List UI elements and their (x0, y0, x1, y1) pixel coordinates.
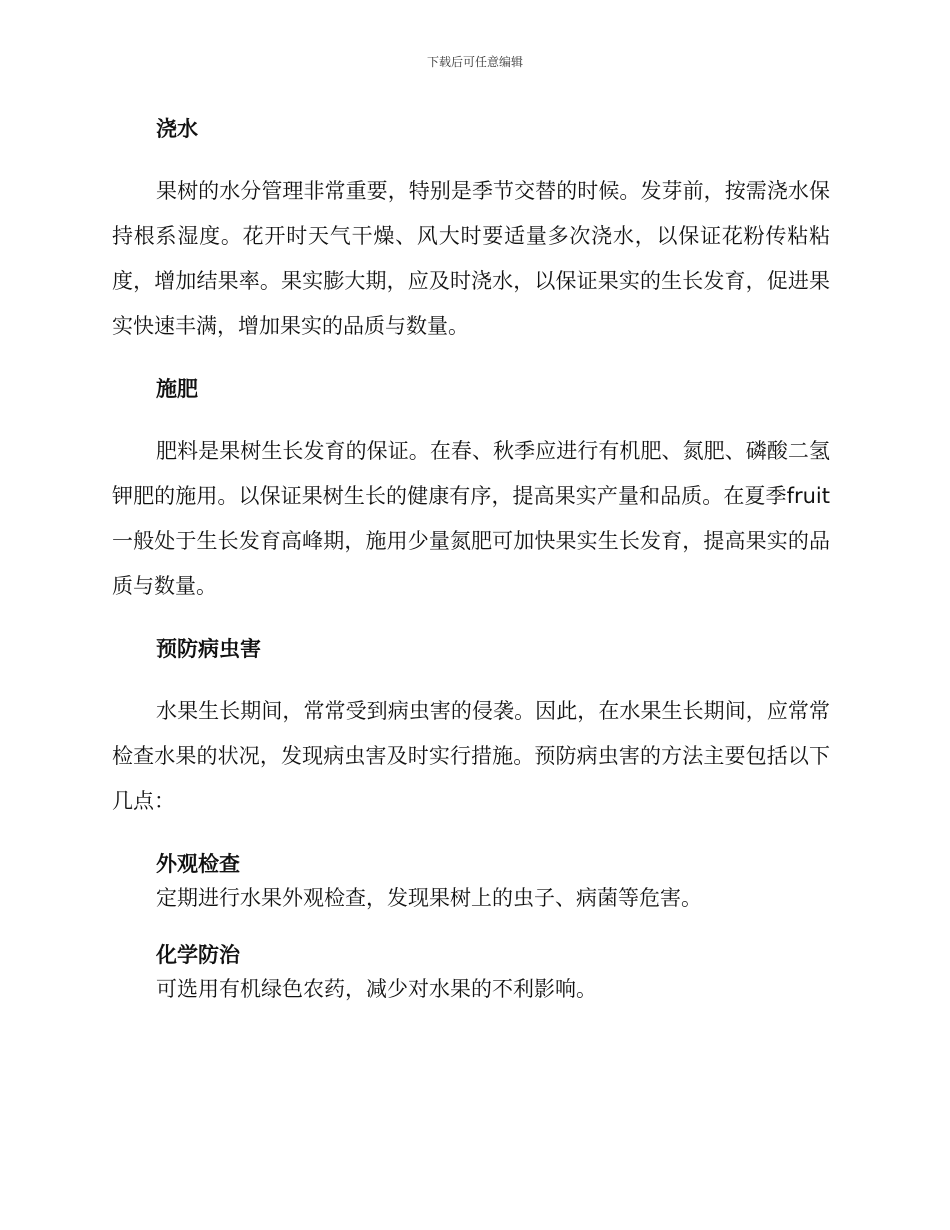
section-body-watering: 果树的水分管理非常重要，特别是季节交替的时候。发芽前，按需浇水保持根系湿度。花开时天气干燥、风大时要适量多次浇水，以保证花粉传粘粘度，增加结果率。果实膨大期，应及时浇水，以保证果实的生长发育，促进果实快速丰满，增加果实的品质与数量。 (112, 179, 830, 338)
section-body-pest-prevention: 水果生长期间，常常受到病虫害的侵袭。因此，在水果生长期间，应常常检查水果的状况，发现病虫害及时实行措施。预防病虫害的方法主要包括以下几点： (112, 699, 830, 813)
section-heading-watering: 浇水 (156, 117, 198, 141)
section-body-visual-inspection: 定期进行水果外观检查，发现果树上的虫子、病菌等危害。 (156, 886, 702, 910)
section-heading-pest-prevention: 预防病虫害 (156, 637, 261, 661)
section-heading-fertilizing: 施肥 (156, 377, 198, 401)
section-body-chemical-control: 可选用有机绿色农药，减少对水果的不利影响。 (156, 977, 597, 1001)
section-heading-visual-inspection: 外观检查 (156, 852, 240, 876)
running-header: 下载后可任意编辑 (426, 55, 523, 69)
section-body-fertilizing: 肥料是果树生长发育的保证。在春、秋季应进行有机肥、氮肥、磷酸二氢钾肥的施用。以保证果树生长的健康有序，提高果实产量和品质。在夏季fruit一般处于生长发育高峰期，施用少量氮肥可加快果实生长发育，提高果实的品质与数量。 (112, 439, 830, 598)
section-heading-chemical-control: 化学防治 (156, 943, 240, 967)
document-body (112, 112, 830, 1006)
